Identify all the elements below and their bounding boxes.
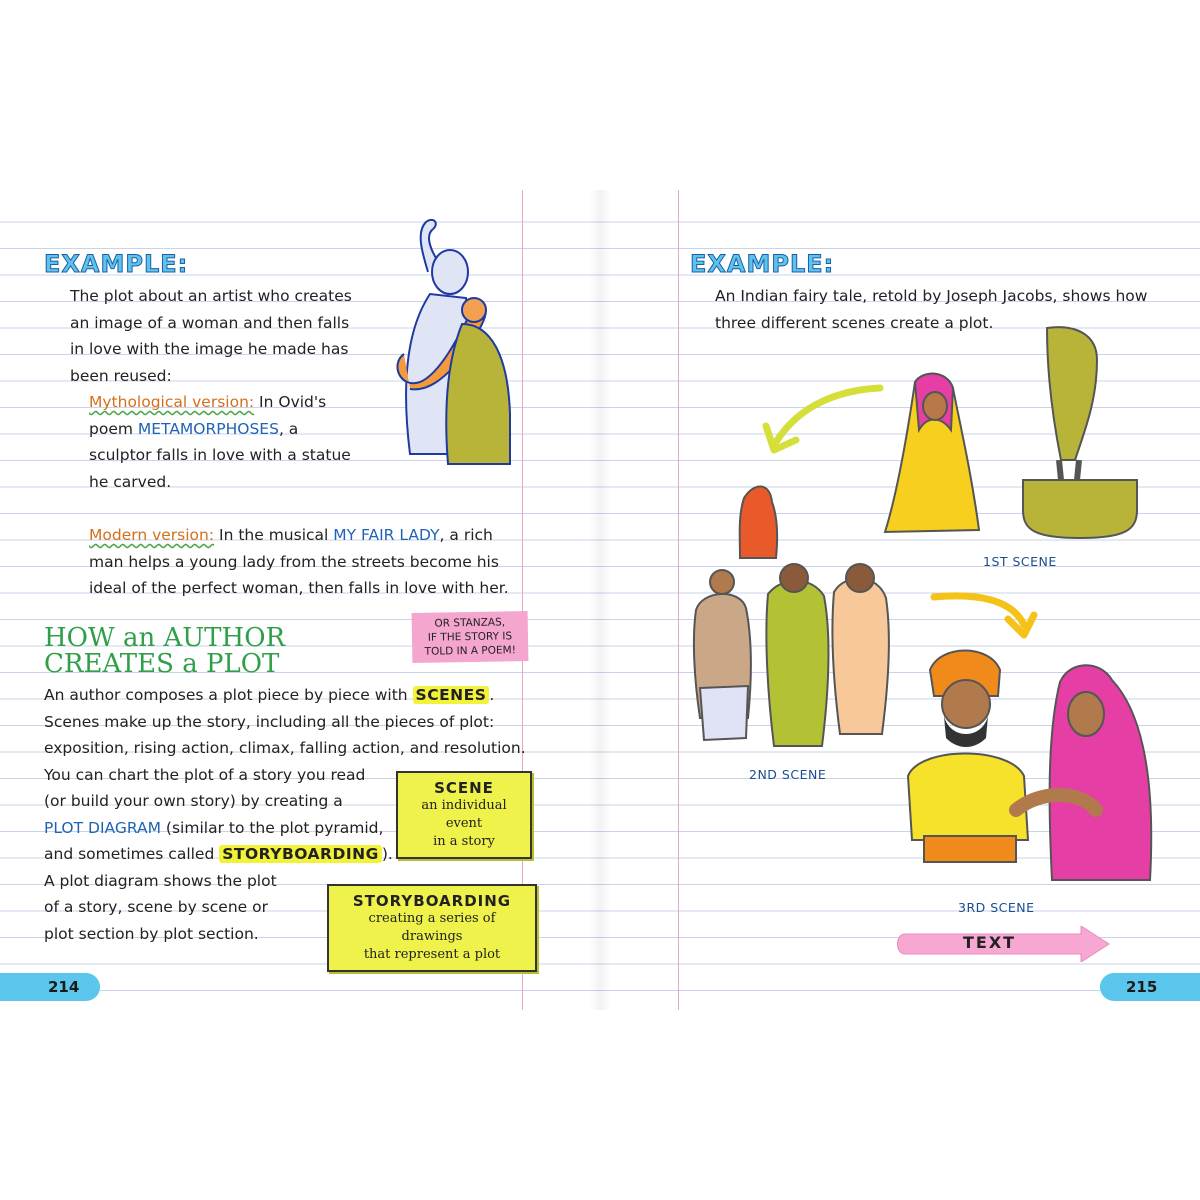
scene-term: SCENE <box>434 779 494 797</box>
myth-line1-rest: In Ovid's <box>254 393 327 411</box>
mythological-label: Mythological version: <box>89 393 255 411</box>
intro-line: an image of a woman and then falls <box>70 313 350 332</box>
text-arrow-label: TEXT <box>963 933 1017 952</box>
scene-vocab-box: SCENE an individual event in a story <box>396 771 532 859</box>
myth-line2-pre: poem <box>89 419 138 438</box>
modern-line3: ideal of the perfect woman, then falls in love with her. <box>89 579 509 597</box>
page-number-215: 215 <box>1100 973 1200 1001</box>
intro-line: in love with the image he made has <box>70 340 349 358</box>
right-intro-paragraph: An Indian fairy tale, retold by Joseph Jacobs, shows how three different scenes create a plot. <box>715 287 1148 332</box>
myth-line2-post: , a <box>278 419 299 438</box>
storyboarding-highlight: STORYBOARDING <box>219 845 382 863</box>
stanzas-note: OR STANZAS, IF THE STORY IS TOLD IN A POEM! <box>412 611 529 663</box>
book-gutter <box>590 190 610 1010</box>
myth-line4: he carved. <box>89 472 172 491</box>
scene3-caption: 3RD SCENE <box>958 900 1035 915</box>
modern-line1-post: , a rich <box>439 526 493 544</box>
yellow-curved-arrow-icon <box>926 585 1046 645</box>
intro-line: The plot about an artist who creates <box>70 287 352 305</box>
scene2-caption: 2ND SCENE <box>749 767 827 782</box>
pygmalion-statue-illustration <box>370 214 530 476</box>
right-example-heading: EXAMPLE: <box>690 250 835 278</box>
metamorphoses-title: METAMORPHOSES <box>137 419 279 438</box>
my-fair-lady-title: MY FAIR LADY <box>333 526 440 544</box>
intro-line: been reused: <box>70 366 172 385</box>
storyboarding-term: STORYBOARDING <box>352 892 512 910</box>
plot-diagram-term: PLOT DIAGRAM <box>44 818 161 837</box>
modern-version-paragraph <box>89 522 509 602</box>
right-page-margin-line <box>678 190 679 1010</box>
scene3-illustration <box>900 640 1170 895</box>
page-number-214: 214 <box>0 973 100 1001</box>
modern-label: Modern version: <box>89 526 215 544</box>
storyboarding-vocab-box: STORYBOARDING creating a series of drawings that represent a plot <box>327 884 537 972</box>
myth-line3: sculptor falls in love with a statue <box>89 446 351 464</box>
left-intro-paragraph <box>70 283 352 389</box>
mythological-version-paragraph <box>89 389 351 495</box>
left-example-heading: EXAMPLE: <box>44 250 189 278</box>
green-curved-arrow-icon <box>760 380 890 460</box>
scene1-caption: 1ST SCENE <box>983 554 1057 569</box>
scenes-highlight: SCENES <box>413 686 490 704</box>
scene2-illustration <box>682 478 902 768</box>
section-heading: HOW an AUTHOR CREATES a PLOT <box>44 623 286 679</box>
text-arrow <box>893 926 1115 962</box>
scene1-illustration <box>875 320 1145 545</box>
modern-line2: man helps a young lady from the streets become his <box>89 552 499 571</box>
plot-paragraph: An author composes a plot piece by piece with SCENES . Scenes make up the story, including all the pieces of plot: exposition, rising action, climax, falling action, and resolution. You can chart the plot of a story you read (or build your own story) by creating a PLOT DIAGRAM (similar to the plot pyramid, and sometimes called STORYBOARDING ). A plot diagram shows the plot of a story, scene by scene or plot section by plot section. <box>44 686 526 943</box>
modern-line1-mid: In the musical <box>214 526 334 544</box>
